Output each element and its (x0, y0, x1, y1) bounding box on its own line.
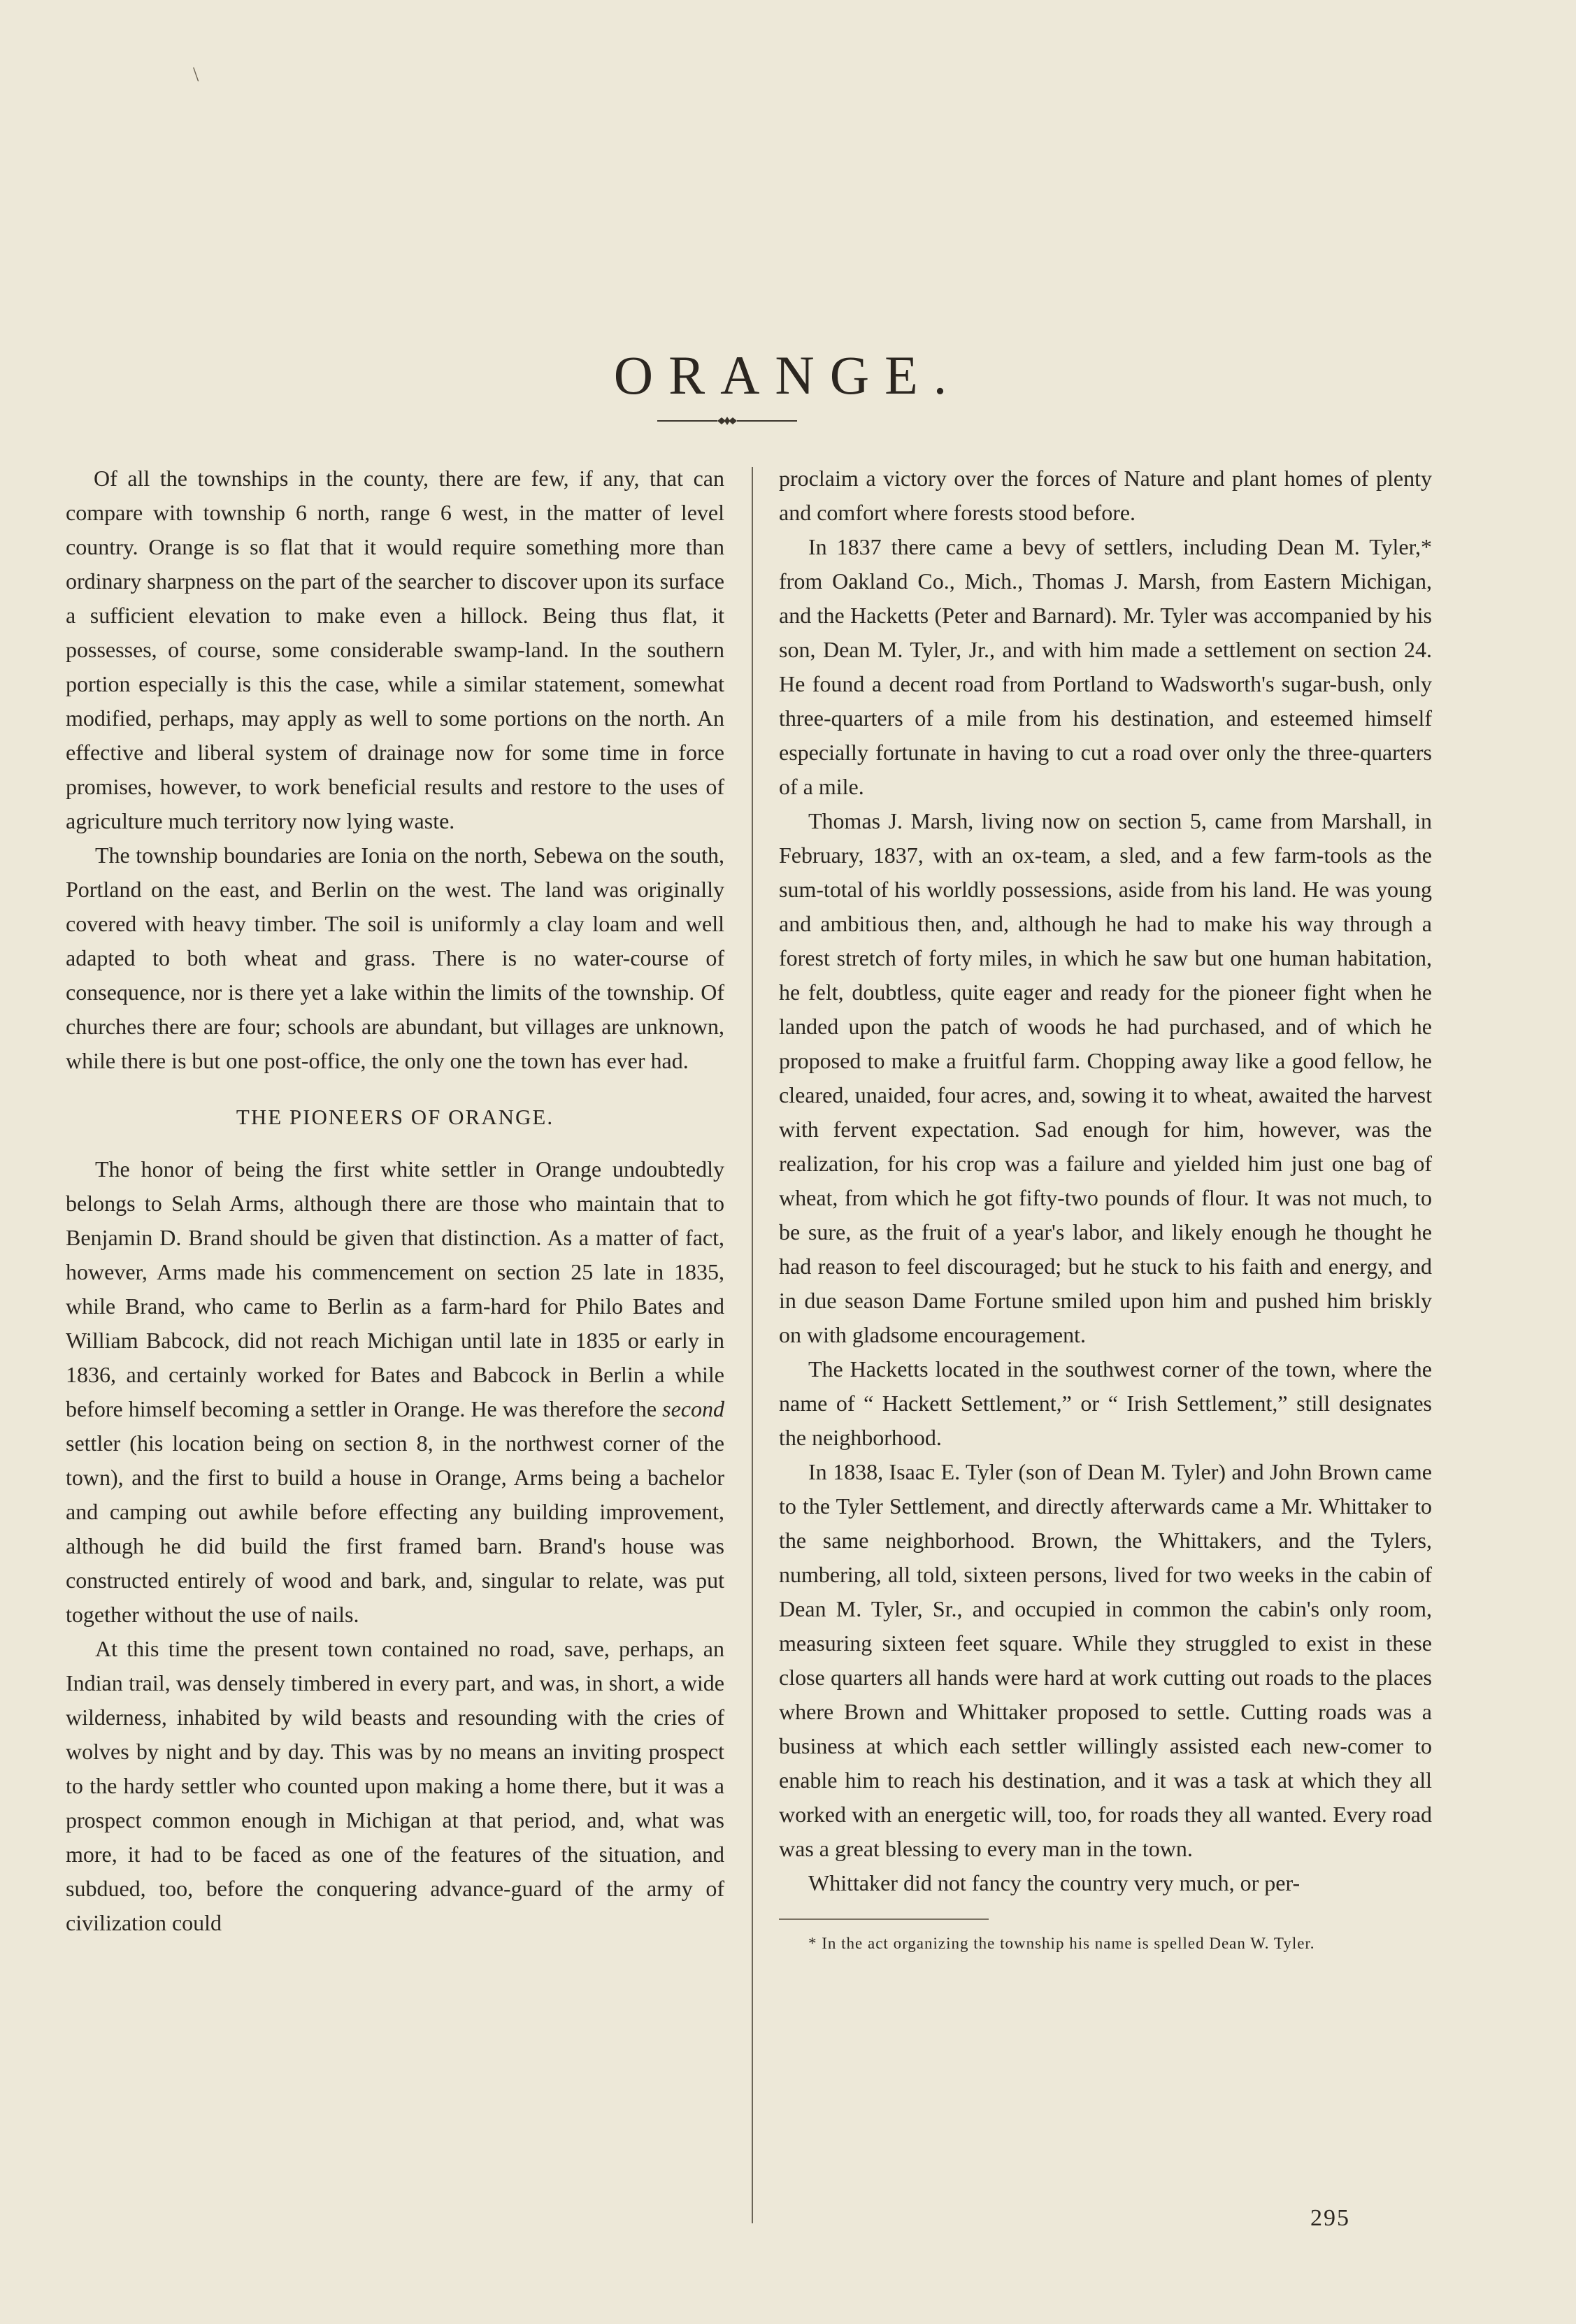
paragraph-first-settler (66, 1152, 724, 1632)
paragraph-1838: In 1838, Isaac E. Tyler (son of Dean M. Tyler) and John Brown came to the Tyler Settlement, and directly afterwards came a Mr. Whittaker to the same neighborhood. Brown, the Whittakers, and the Tylers, numbering, all told, sixteen persons, lived for two weeks in the cabin of Dean M. Tyler, Sr., and occupied in common the cabin's only room, measuring sixteen feet square. While they struggled to exist in these close quarters all hands were hard at work cutting out roads to the places where Brown and Whittaker proposed to settle. Cutting roads was a business at which each settler willingly assisted each new-comer to enable him to reach his destination, and it was a task at which they all worked with an energetic will, too, for roads they all wanted. Every road was a great blessing to every man in the town. (779, 1459, 1432, 1861)
footnote: * In the act organizing the township his name is spelled Dean W. Tyler. (808, 1935, 1315, 1952)
emphasis-second: second (662, 1396, 724, 1421)
paragraph-boundaries: The township boundaries are Ionia on the north, Sebewa on the south, Portland on the east, and Berlin on the west. The land was originally covered with heavy timber. The soil is uniformly a clay loam and well adapted to both wheat and grass. There is no water-course of consequence, nor is there yet a lake within the limits of the township. Of churches there are four; schools are abundant, but villages are unknown, while there is but one post-office, the only one the town has ever had. (66, 842, 724, 1073)
paragraph-marsh: Thomas J. Marsh, living now on section 5, came from Marshall, in February, 1837, with an ox-team, a sled, and a few farm-tools as the sum-total of his worldly possessions, aside from his land. He was young and ambitious then, and, although he had to make his way through a forest stretch of forty miles, in which he saw but one human habitation, he felt, doubtless, quite eager and ready for the pioneer fight when he landed upon the patch of woods he had purchased, and of which he proposed to make a fruitful farm. Chopping away like a good fellow, he cleared, unaided, four acres, and, sowing it to wheat, awaited the harvest with fervent expectation. Sad enough for him, however, was the realization, for his crop was a failure and yielded him just one bag of wheat, from which he got fifty-two pounds of flour. It was not much, to be sure, as the fruit of a year's labor, and likely enough he thought he had reason to feel discouraged; but he stuck to his faith and energy, and in due season Dame Fortune smiled upon him and pushed him briskly on with gladsome encouragement. (779, 808, 1432, 1347)
page-number: 295 (1310, 2205, 1350, 2231)
left-column (66, 461, 724, 1940)
paragraph-whittaker: Whittaker did not fancy the country very much, or per- (808, 1870, 1301, 1895)
paragraph-hacketts: The Hacketts located in the southwest corner of the town, where the name of “ Hackett Settlement,” or “ Irish Settlement,” still designates the neighborhood. (779, 1356, 1432, 1450)
chapter-title: ORANGE. (613, 345, 963, 406)
paragraph-continued: proclaim a victory over the forces of Nature and plant homes of plenty and comfort where forests stood before. (779, 466, 1432, 525)
right-column (779, 461, 1432, 1956)
title-ornament (657, 415, 797, 426)
section-heading: THE PIONEERS OF ORANGE. (236, 1105, 554, 1129)
stray-mark: \ (193, 63, 199, 86)
paragraph-wilderness: At this time the present town contained no road, save, perhaps, an Indian trail, was densely timbered in every part, and was, in short, a wide wilderness, inhabited by wild beasts and resounding with the cries of wolves by night and by day. This was by no means an inviting prospect to the hardy settler who counted upon making a home there, but it was a prospect common enough in Michigan at that period, and, what was more, it had to be faced as one of the features of the situation, and subdued, too, before the conquering advance-guard of the army of civilization could (66, 1636, 724, 1935)
paragraph-1837-settlers: In 1837 there came a bevy of settlers, including Dean M. Tyler,* from Oakland Co., Mich., Thomas J. Marsh, from Eastern Michigan, and the Hacketts (Peter and Barnard). Mr. Tyler was accompanied by his son, Dean M. Tyler, Jr., and with him made a settlement on section 24. He found a decent road from Portland to Wadsworth's sugar-bush, only three-quarters of a mile from his destination, and esteemed himself especially fortunate in having to cut a road over only the three-quarters of a mile. (779, 534, 1432, 799)
paragraph-first-settler-b: settler (his location being on section 8, in the northwest corner of the town), and the first to build a house in Orange, Arms being a bachelor and camping out awhile before effecting any building improvement, although he did build the first framed barn. Brand's house was constructed entirely of wood and bark, and, singular to relate, was put together without the use of nails. (66, 1430, 724, 1627)
paragraph-intro: Of all the townships in the county, there are few, if any, that can compare with township 6 north, range 6 west, in the matter of level country. Orange is so flat that it would require something more than ordinary sharpness on the part of the searcher to discover upon its surface a sufficient elevation to make even a hillock. Being thus flat, it possesses, of course, some considerable swamp-land. In the southern portion especially is this the case, while a similar statement, somewhat modified, perhaps, may apply as well to some portions on the north. An effective and liberal system of drainage now for some time in force promises, however, to work beneficial results and restore to the uses of agriculture much territory now lying waste. (66, 466, 724, 833)
paragraph-first-settler-a: The honor of being the first white settler in Orange undoubtedly belongs to Selah Arms, although there are those who maintain that to Benjamin D. Brand should be given that distinction. As a matter of fact, however, Arms made his commencement on section 25 late in 1835, while Brand, who came to Berlin as a farm-hard for Philo Bates and William Babcock, did not reach Michigan until late in 1835 or early in 1836, and certainly worked for Bates and Babcock in Berlin a while before himself becoming a settler in Orange. He was therefore the (66, 1156, 724, 1421)
footnote-rule (779, 1918, 989, 1920)
column-divider (752, 467, 753, 2223)
